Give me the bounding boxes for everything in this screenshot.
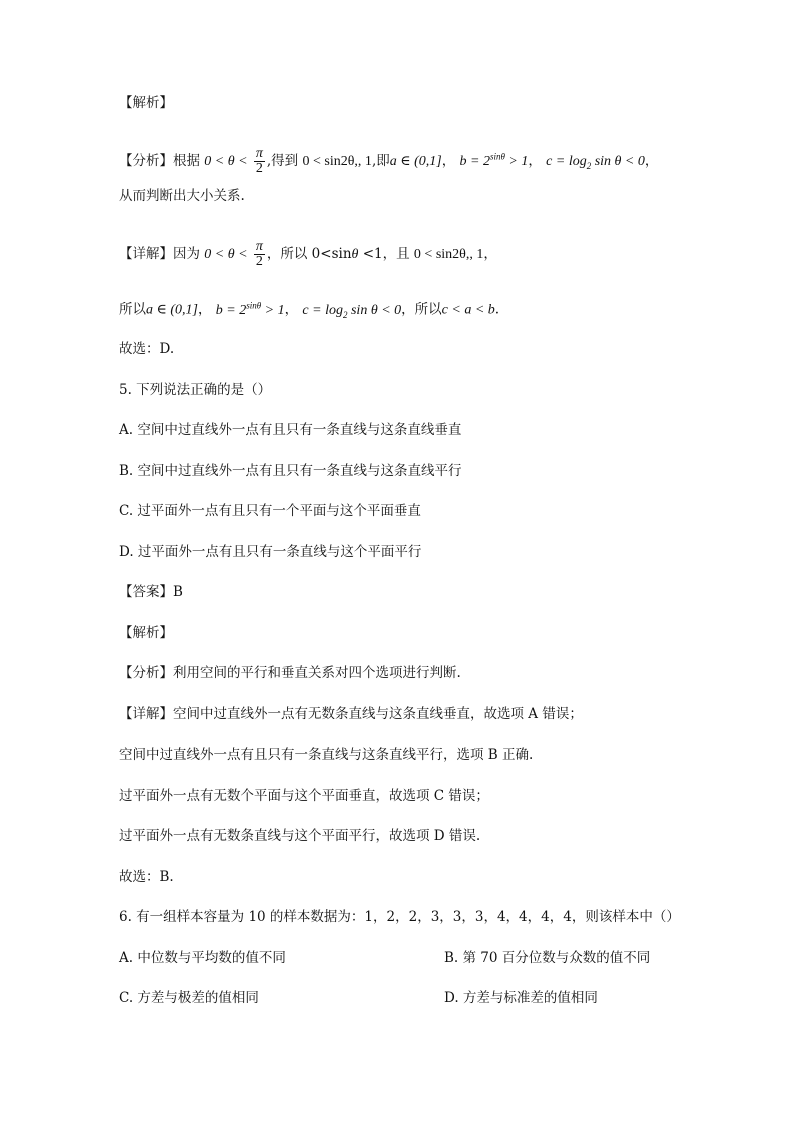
math-sin2theta: 0 < sin2θ,, 1 <box>302 154 372 169</box>
analysis-line-1: 【分析】根据 0 < θ < $\frac{\pi}{2}$ ,得到 0 < sin2θ,, 1,即a ∈ (0,1]， $b = 2^{sin\theta} > 1$， $c = \log_2 \sin \theta < 0$， <box>119 146 659 176</box>
section-label-analysis: 【解析】 <box>119 625 173 641</box>
question-6-option-c: C. 方差与极差的值相同 <box>119 990 259 1006</box>
question-5-option-b: B. 空间中过直线外一点有且只有一条直线与这条直线平行 <box>119 463 462 479</box>
math-b-value: $b = 2^{sin\theta} > 1$ <box>459 151 529 169</box>
question-5-stem: 5. 下列说法正确的是（） <box>119 382 272 398</box>
question-5-option-d: D. 过平面外一点有且只有一条直线与这个平面平行 <box>119 544 422 560</box>
answer-choice-line: 故选：B. <box>119 869 174 885</box>
analysis-text: 【分析】利用空间的平行和垂直关系对四个选项进行判断. <box>119 665 461 681</box>
question-6-option-d: D. 方差与标准差的值相同 <box>444 990 598 1006</box>
question-6-option-a: A. 中位数与平均数的值不同 <box>119 950 286 966</box>
math-c-value: $c = \log_2 \sin \theta < 0$ <box>546 154 645 171</box>
math-a-range: a ∈ (0,1] <box>389 154 442 169</box>
fraction-pi-over-2: $\frac{\pi}{2}$ <box>255 239 263 269</box>
question-6-stem: 6. 有一组样本容量为 10 的样本数据为：1，2，2，3，3，3，4，4，4，4，则该样本中（） <box>119 909 680 925</box>
detail-line: 空间中过直线外一点有且只有一条直线与这条直线平行，选项 B 正确. <box>119 747 534 763</box>
detail-line-1: 【详解】因为 0 < θ < $\frac{\pi}{2}$ ，所以 0<sinθ <1，且 0 < sin2θ,, 1， <box>119 239 497 269</box>
section-label-analysis: 【解析】 <box>119 95 173 111</box>
question-5-option-c: C. 过平面外一点有且只有一个平面与这个平面垂直 <box>119 503 421 519</box>
detail-line: 过平面外一点有无数条直线与这个平面平行，故选项 D 错误. <box>119 828 481 844</box>
answer-choice-line: 故选：D. <box>119 341 175 357</box>
math-theta-range: 0 < θ < <box>204 154 248 169</box>
question-6-option-b: B. 第 70 百分位数与众数的值不同 <box>444 950 651 966</box>
fraction-pi-over-2: $\frac{\pi}{2}$ <box>255 146 263 176</box>
question-5-option-a: A. 空间中过直线外一点有且只有一条直线与这条直线垂直 <box>119 422 462 438</box>
detail-line-2: 所以a ∈ (0,1]， $b = 2^{sin\theta} > 1$， $c = \log_2 \sin \theta < 0$，所以c < a < b. <box>119 300 500 320</box>
detail-line: 过平面外一点有无数个平面与这个平面垂直，故选项 C 错误； <box>119 788 489 804</box>
answer-label: 【答案】B <box>119 584 183 600</box>
analysis-line-2: 从而判断出大小关系. <box>119 188 245 204</box>
detail-line: 【详解】空间中过直线外一点有无数条直线与这条直线垂直，故选项 A 错误； <box>119 706 583 722</box>
